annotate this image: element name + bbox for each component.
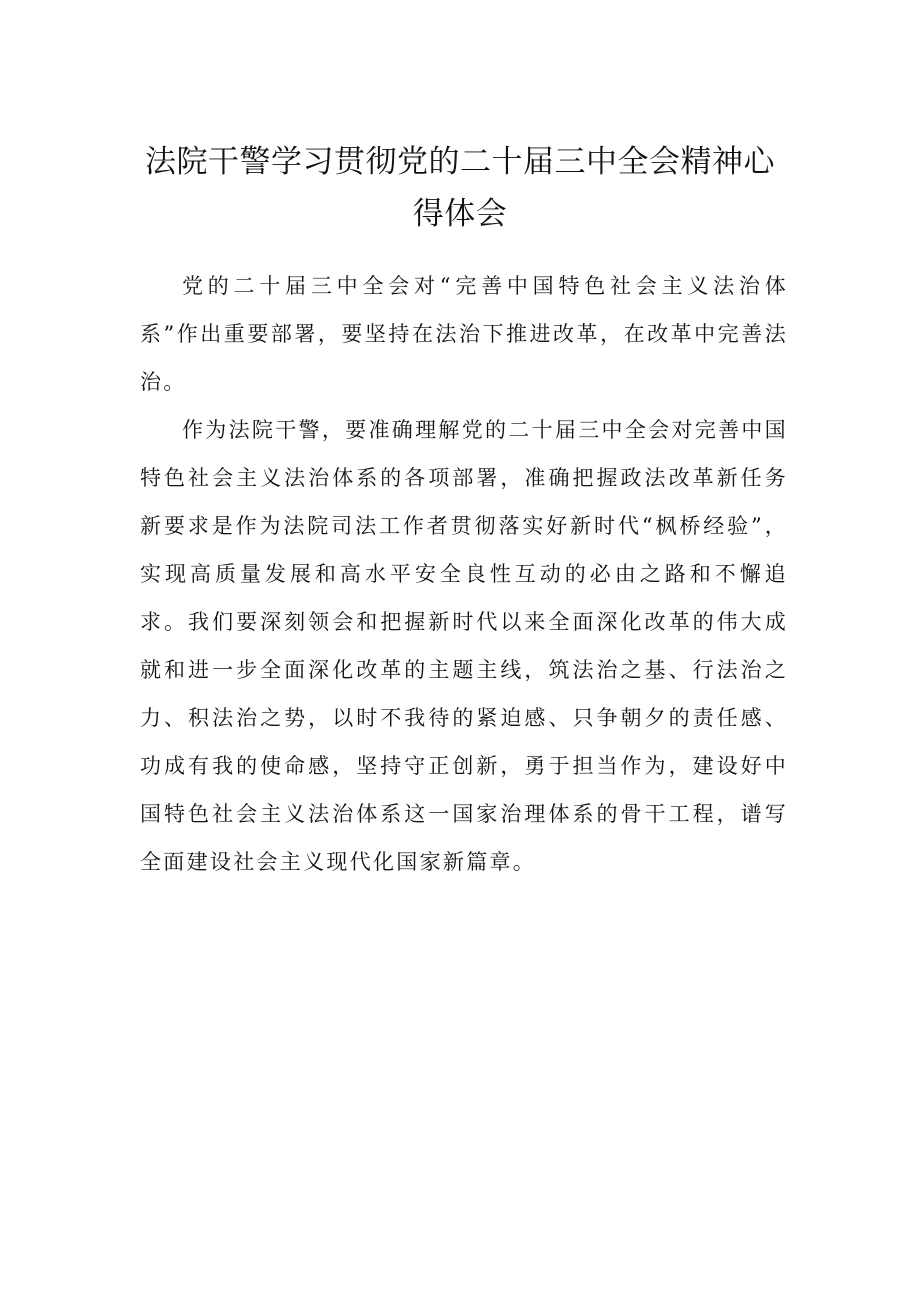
paragraph-2: 作为法院干警，要准确理解党的二十届三中全会对完善中国特色社会主义法治体系的各项部署，准确把握政法改革新任务新要求是作为法院司法工作者贯彻落实好新时代“枫桥经验”，实现高质量发展和高水平安全良性互动的必由之路和不懈追求。我们要深刻领会和把握新时代以来全面深化改革的伟大成就和进一步全面深化改革的主题主线，筑法治之基、行法治之力、积法治之势，以时不我待的紧迫感、只争朝夕的责任感、功成有我的使命感，坚持守正创新，勇于担当作为，建设好中国特色社会主义法治体系这一国家治理体系的骨干工程，谱写全面建设社会主义现代化国家新篇章。 — [140, 418, 788, 874]
document-title: 法院干警学习贯彻党的二十届三中全会精神心得体会 — [145, 144, 775, 232]
paragraph-1: 党的二十届三中全会对“完善中国特色社会主义法治体系”作出重要部署，要坚持在法治下推进改革，在改革中完善法治。 — [140, 274, 788, 394]
document-body — [140, 262, 788, 886]
